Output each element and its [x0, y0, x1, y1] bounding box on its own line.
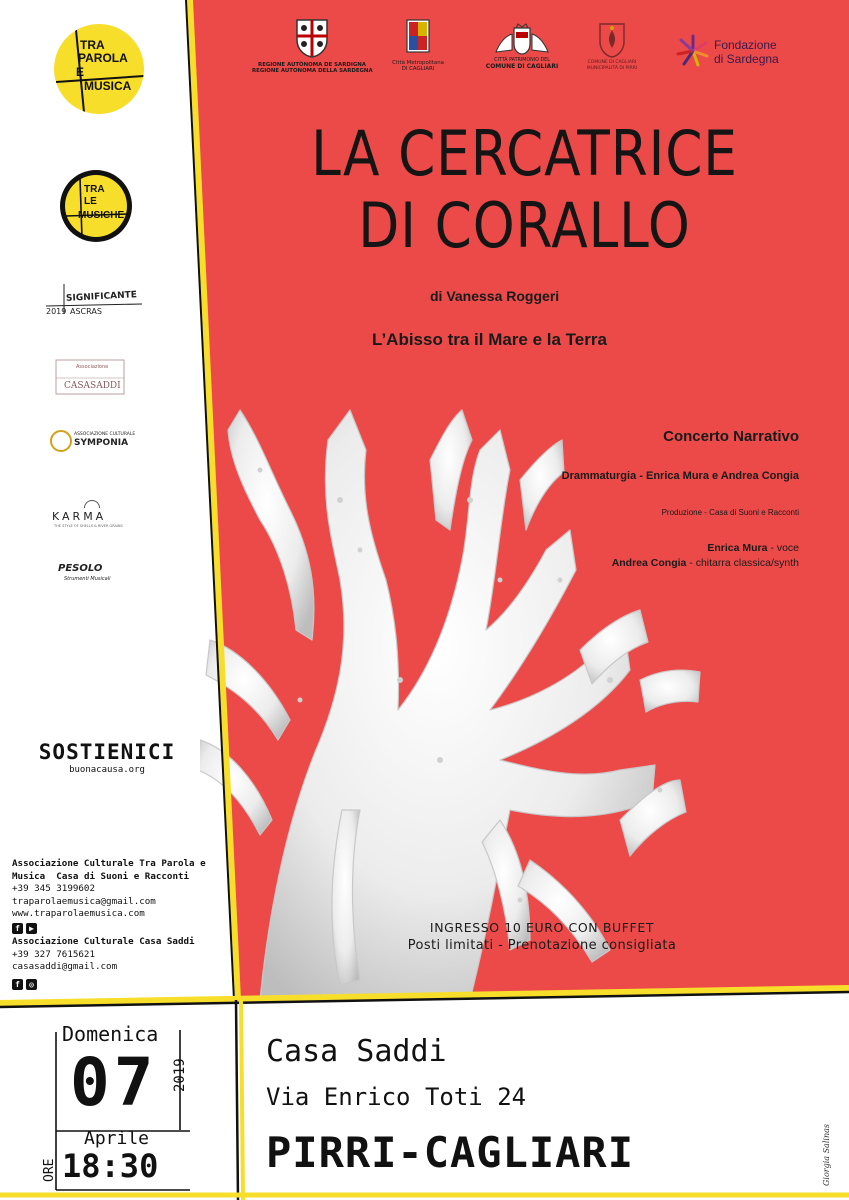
email1[interactable]: traparolaemusica@gmail.com — [12, 895, 156, 907]
fondazione-caption-2: di Sardegna — [714, 52, 779, 66]
ingresso-price: INGRESSO 10 EURO CON BUFFET — [429, 920, 655, 935]
comune-caption-1: CITTÀ PATRIMONIO DEL — [494, 58, 550, 63]
pesolo-sub: Strumenti Musicali — [64, 576, 111, 582]
regione-caption-2: REGIONE AUTONOMA DELLA SARDEGNA — [252, 68, 373, 75]
signature-text: Giorgia Salinas — [822, 1124, 831, 1186]
venue-city: PIRRI-CAGLIARI — [266, 1128, 635, 1177]
fondazione-sardegna-icon — [676, 34, 710, 68]
performer1-role: - voce — [770, 542, 799, 554]
event-drammaturgia: Drammaturgia - Enrica Mura e Andrea Congia — [561, 470, 799, 482]
social-icons-2 — [12, 979, 212, 990]
logo-tra-le-musiche-line1: TRA — [84, 184, 105, 195]
regione-caption-1: REGIONE AUTÒNOMA DE SARDIGNA — [258, 62, 366, 68]
logo-tra-parola-line1: TRA — [80, 38, 105, 52]
citta-metropolitana-crest-icon — [405, 18, 431, 56]
event-performer1 — [707, 542, 799, 554]
event-title — [245, 118, 803, 262]
sostienici-url[interactable]: buonacausa.org — [69, 765, 145, 775]
karma-name: KARMA — [52, 510, 107, 523]
karma-tagline: THE STYLE OF SHELLS & RIVER GRAINS — [54, 524, 123, 528]
venue-name: Casa Saddi — [266, 1034, 447, 1069]
youtube-icon[interactable]: ▶ — [26, 923, 37, 934]
date-day: 07 — [70, 1044, 158, 1121]
event-genre: Concerto Narrativo — [663, 428, 799, 445]
ingresso-posti: Posti limitati - Prenotazione consigliata — [407, 938, 677, 953]
performer1-name: Enrica Mura — [707, 542, 768, 554]
significante-org: ASCRAS — [70, 307, 102, 316]
logo-comune-cagliari — [482, 22, 562, 71]
sponsor-casa-saddi — [50, 358, 130, 396]
metropolitana-caption-1: Città Metropolitana — [392, 60, 444, 66]
logo-citta-metropolitana — [388, 18, 448, 73]
logo-tra-le-musiche-line3: MUSICHE — [78, 210, 125, 221]
karma-logo-icon — [84, 500, 100, 508]
date-ore-label: ORE — [42, 1158, 57, 1182]
instagram-icon[interactable]: ◎ — [26, 979, 37, 990]
logo-tra-parola-e-musica — [54, 24, 144, 114]
event-title-line2: DI CORALLO — [358, 189, 691, 262]
web1[interactable]: www.traparolaemusica.com — [12, 908, 145, 920]
artist-signature — [822, 1090, 836, 1190]
logo-municipalita-pirri — [580, 20, 644, 73]
logo-regione-sardegna — [252, 16, 372, 75]
sponsor-pesolo — [52, 563, 122, 587]
assoc1-line2 — [12, 871, 212, 884]
event-author: di Vanessa Roggeri — [430, 288, 560, 304]
email2[interactable]: casasaddi@gmail.com — [12, 961, 118, 973]
casa-saddi-name: CASASADDI — [64, 381, 121, 391]
event-performer2 — [612, 557, 799, 569]
fondazione-caption-1: Fondazione — [714, 38, 777, 52]
pirri-caption-2: MUNICIPALITÀ DI PIRRI — [586, 66, 638, 72]
symponia-name: SYMPONIA — [74, 438, 129, 448]
social-icons-1 — [12, 923, 212, 934]
facebook-icon[interactable]: f — [12, 923, 23, 934]
regione-sardegna-crest-icon — [293, 16, 331, 58]
logo-tra-le-musiche — [60, 170, 132, 242]
sponsor-significante — [44, 282, 144, 318]
logo-tra-le-musiche-line2: LE — [84, 196, 97, 207]
comune-cagliari-crest-icon — [492, 22, 552, 56]
date-time: 18:30 — [62, 1147, 159, 1185]
date-weekday: Domenica — [62, 1022, 159, 1046]
event-subtitle: L’Abisso tra il Mare e la Terra — [372, 330, 607, 349]
pirri-caption-1: COMUNE DI CAGLIARI — [587, 60, 637, 65]
venue-address: Via Enrico Toti 24 — [266, 1083, 527, 1111]
assoc1-line2-bold: Musica — [12, 870, 46, 882]
sostienici-block[interactable] — [16, 740, 198, 775]
sponsor-symponia — [44, 424, 144, 454]
ingresso-block — [352, 920, 732, 953]
facebook-icon[interactable]: f — [12, 979, 23, 990]
logo-tra-parola-line3: E — [76, 65, 85, 79]
event-produzione: Produzione - Casa di Suoni e Racconti — [661, 508, 799, 517]
significante-name: SIGNIFICANTE — [65, 290, 138, 304]
logo-tra-parola-line2: PAROLA — [78, 51, 128, 65]
assoc2: Associazione Culturale Casa Saddi — [12, 935, 195, 947]
symponia-top: ASSOCIAZIONE CULTURALE — [74, 432, 136, 437]
contacts-block — [12, 858, 212, 992]
date-year: 2019 — [172, 1058, 188, 1092]
significante-year: 2019 — [46, 307, 67, 316]
phone2: +39 327 7615621 — [12, 948, 95, 960]
sponsor-karma — [48, 500, 144, 530]
performer2-role: - chitarra classica/synth — [689, 557, 799, 569]
pesolo-name: PESOLO — [58, 563, 103, 574]
event-title-line1: LA CERCATRICE — [311, 117, 738, 190]
comune-caption-2: COMUNE DI CAGLIARI — [485, 63, 559, 71]
date-month: Aprile — [84, 1128, 150, 1149]
performer2-name: Andrea Congia — [611, 557, 687, 569]
phone1: +39 345 3199602 — [12, 883, 95, 895]
assoc1-line2-rest: Casa di Suoni e Racconti — [56, 870, 190, 882]
municipalita-pirri-crest-icon — [597, 20, 627, 58]
casa-saddi-top: Associazione — [76, 364, 109, 370]
symponia-logo-icon — [50, 430, 72, 452]
metropolitana-caption-2: DI CAGLIARI — [401, 66, 435, 73]
logo-tra-parola-line4: MUSICA — [84, 79, 132, 93]
sostienici-title: SOSTIENICI — [38, 740, 176, 764]
assoc1-line1: Associazione Culturale Tra Parola e — [12, 858, 206, 869]
